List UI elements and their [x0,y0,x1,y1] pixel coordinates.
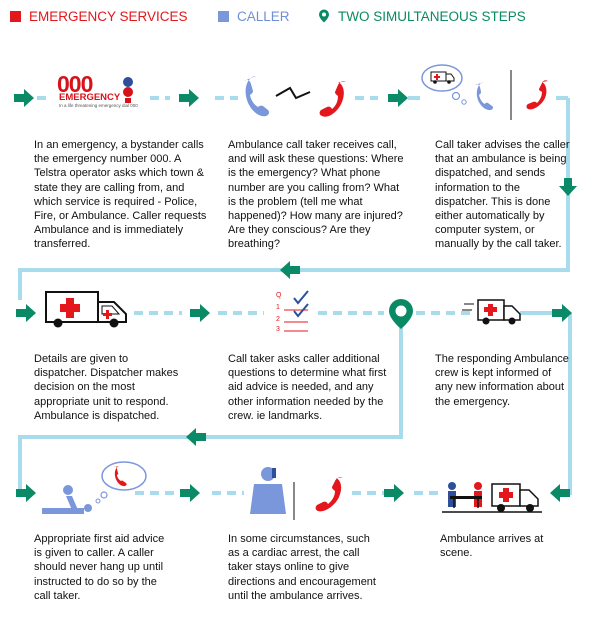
arrow-right-icon [388,89,408,107]
svg-text:2: 2 [276,316,280,323]
step-8-text: In some circumstances, such as a cardiac arrest, the call taker stays online to give directions and encouragement until the ambulance arrives. [228,533,376,602]
step-5-text: Call taker asks caller additional questions to determine what first aid advice is needed, and any other information needed by the crew. ie landmarks. [228,353,387,422]
step-6-text: The responding Ambulance crew is kept informed of any new information about the emergency. [435,353,569,408]
call-connection-icon [238,70,353,120]
legend-label: EMERGENCY SERVICES [29,8,188,24]
step-7-text: Appropriate first aid advice is given to caller. A caller should never hang up until instructed to do so by the call taker. [34,533,165,602]
service-badges-icon [119,76,137,104]
arrow-right-icon [16,304,36,322]
stretcher-ambulance-icon [442,478,542,518]
step-1-text: In an emergency, a bystander calls the emergency number 000. A Telstra operator asks which town & state they are calling from, and which service is required - Police, Fire, or Ambulance. Caller requests Ambulance and is immediately transferred. [34,139,207,251]
logo-tagline: In a life threatening emergency dial 000 [59,103,138,108]
blue-phone-handset-icon [475,82,493,110]
legend-label: CALLER [237,8,290,24]
location-pin-icon [388,298,414,330]
question-checklist-icon [272,286,316,334]
step-3-text: Call taker advises the caller that an ambulance is being dispatched, and sends information to the dispatcher. This is done either automatically by computer system, or manually by the call taker. [435,139,570,251]
responding-ambulance-icon [462,296,524,330]
arrow-left-icon [550,484,570,502]
svg-text:Q: Q [276,292,282,299]
arrow-right-icon [384,484,404,502]
arrow-right-icon [14,89,34,107]
dispatch-thought-icon [420,62,556,122]
red-phone-handset-icon [320,81,346,116]
svg-text:3: 3 [276,326,280,333]
legend-label: TWO SIMULTANEOUS STEPS [338,8,526,24]
step-9-text: Ambulance arrives at scene. [440,533,544,560]
person-on-phone-icon [246,464,350,520]
logo-label: EMERGENCY [59,92,121,103]
step-4-text: Details are given to dispatcher. Dispatcher makes decision on the most appropriate unit to respond. Ambulance is dispatched. [34,353,179,422]
red-phone-handset-icon [527,80,549,109]
arrow-right-icon [180,484,200,502]
blue-phone-handset-icon [244,76,269,116]
svg-text:1: 1 [276,304,280,311]
arrow-left-icon [186,428,206,446]
step-2-text: Ambulance call taker receives call, and will ask these questions: Where is the emergency? What phone number are you calling from? What is the problem (tell me what happened)? How many are injured? Are they conscious? Are they breathing? [228,139,404,251]
000-emergency-logo [57,71,138,110]
arrow-left-icon [280,261,300,279]
logo-number: 000 [57,71,93,97]
arrow-right-icon [190,304,210,322]
first-aid-scene-icon [40,458,152,518]
arrow-right-icon [179,89,199,107]
red-phone-handset-icon [316,477,343,511]
ambulance-icon [44,290,130,330]
